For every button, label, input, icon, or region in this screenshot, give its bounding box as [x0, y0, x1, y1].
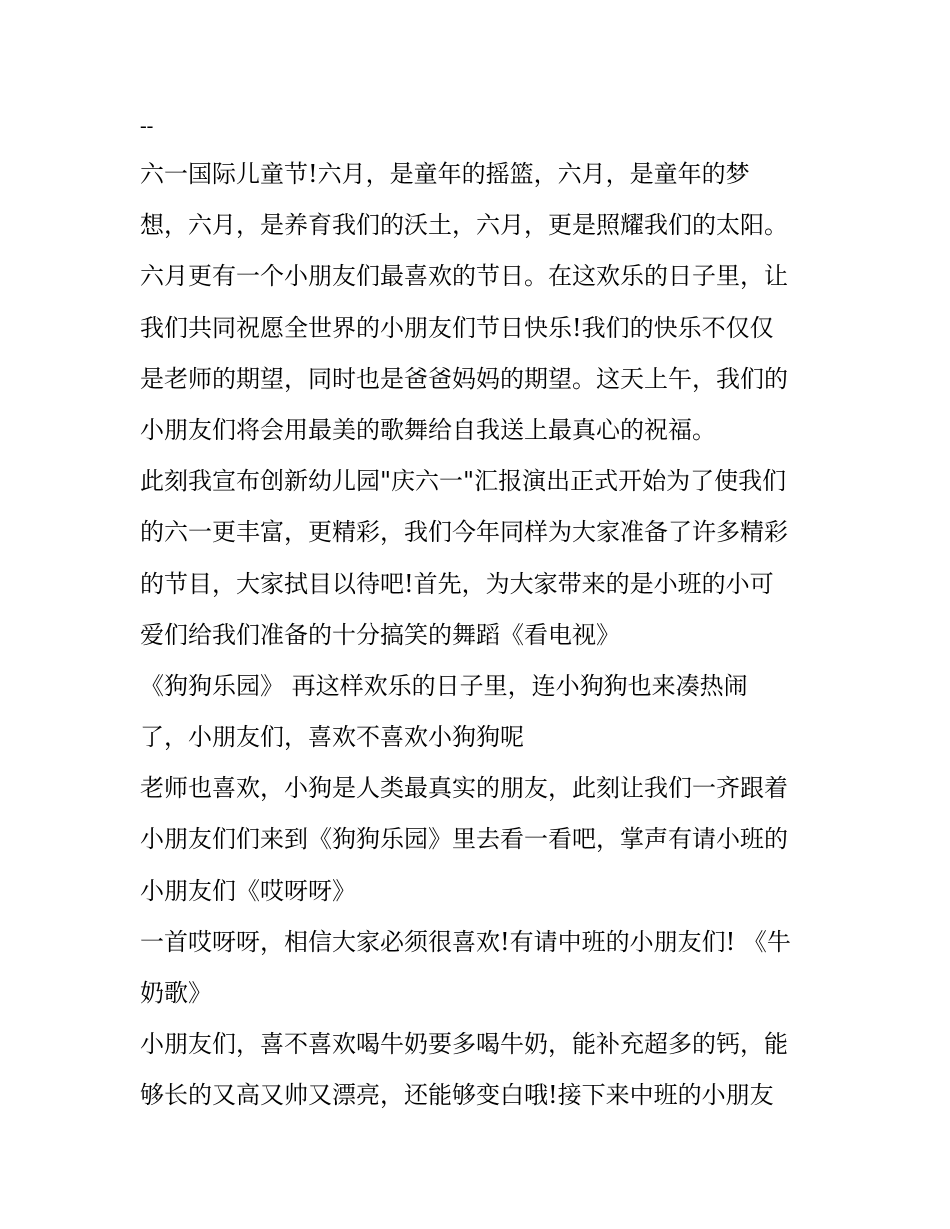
text-line: 了，小朋友们，喜欢不喜欢小狗狗呢	[140, 723, 524, 752]
text-line: 够长的又高又帅又漂亮，还能够变白哦!接下来中班的小朋友	[140, 1081, 774, 1110]
text-line: 小朋友们《哎呀呀》	[140, 876, 356, 905]
text-line: 六一国际儿童节!六月，是童年的摇篮，六月，是童年的梦	[140, 160, 750, 188]
text-line: 六月更有一个小朋友们最喜欢的节日。在这欢乐的日子里，让	[140, 262, 788, 291]
text-line: 小朋友们，喜不喜欢喝牛奶要多喝牛奶，能补充超多的钙，能	[140, 1030, 788, 1059]
text-line: 我们共同祝愿全世界的小朋友们节日快乐!我们的快乐不仅仅	[140, 313, 774, 342]
text-line: 的六一更丰富，更精彩，我们今年同样为大家准备了许多精彩	[140, 518, 788, 547]
text-line: 一首哎呀呀，相信大家必须很喜欢!有请中班的小朋友们! 《牛	[140, 927, 791, 956]
text-line: 《狗狗乐园》 再这样欢乐的日子里，连小狗狗也来凑热闹	[140, 671, 748, 700]
text-line: 的节目，大家拭目以待吧!首先，为大家带来的是小班的小可	[140, 569, 774, 598]
header-mark: --	[140, 115, 154, 137]
text-line: 小朋友们们来到《狗狗乐园》里去看一看吧，掌声有请小班的	[140, 825, 788, 854]
document-body	[140, 160, 830, 1133]
text-line: 是老师的期望，同时也是爸爸妈妈的期望。这天上午，我们的	[140, 364, 788, 393]
text-line: 此刻我宣布创新幼儿园"庆六一"汇报演出正式开始为了使我们	[140, 467, 787, 496]
text-line: 奶歌》	[140, 979, 212, 1007]
text-line: 老师也喜欢，小狗是人类最真实的朋友，此刻让我们一齐跟着	[140, 774, 788, 803]
text-line: 小朋友们将会用最美的歌舞给自我送上最真心的祝福。	[140, 415, 716, 444]
text-line: 爱们给我们准备的十分搞笑的舞蹈《看电视》	[140, 620, 620, 649]
text-line: 想，六月，是养育我们的沃土，六月，更是照耀我们的太阳。	[140, 211, 788, 240]
